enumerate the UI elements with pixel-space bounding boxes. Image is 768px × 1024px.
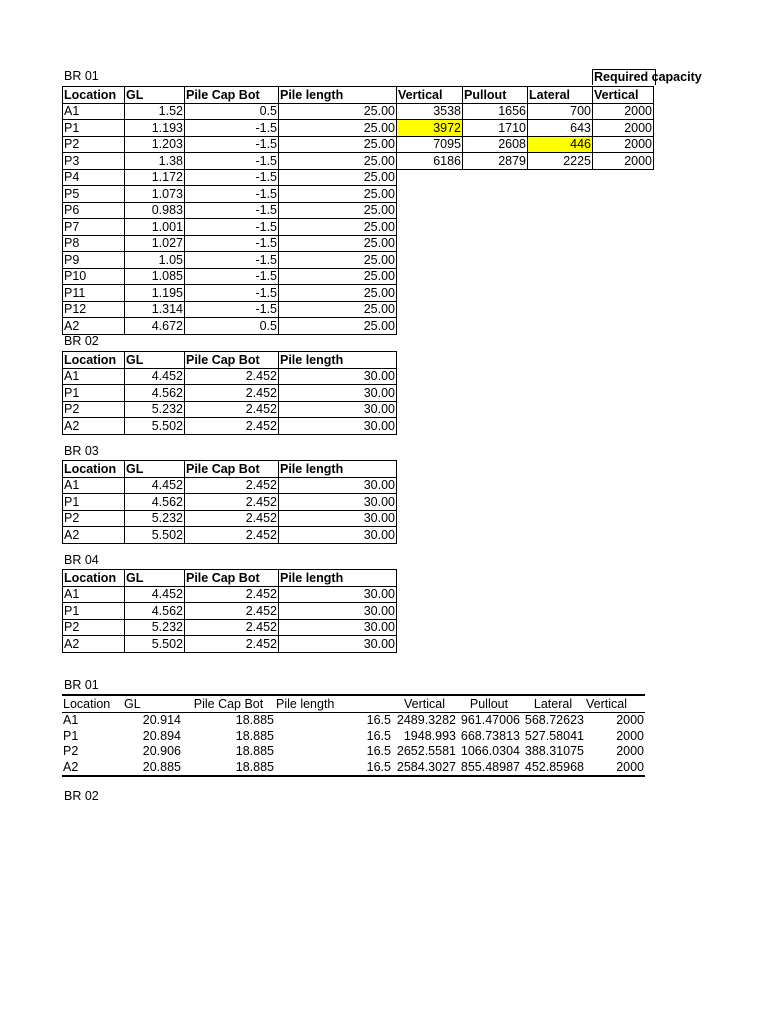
cell: 668.73813: [460, 728, 520, 743]
table-row: [62, 744, 645, 760]
cell: P2: [63, 619, 125, 636]
header-pile-length: Pile length: [279, 87, 397, 104]
cell: 4.562: [125, 385, 185, 402]
table-header-row: [63, 461, 397, 478]
header-pullout: Pullout: [463, 87, 528, 104]
cell: 25.00: [279, 103, 397, 120]
table-row: [63, 136, 654, 153]
header-location: Location: [63, 570, 125, 587]
cell: P5: [63, 186, 125, 203]
cell: P7: [63, 219, 125, 236]
cell: 2652.5581: [396, 744, 456, 759]
cell: A1: [63, 586, 125, 603]
cell: A1: [63, 713, 79, 728]
header-pile-cap-bot: Pile Cap Bot: [185, 352, 279, 369]
cell: -1.5: [185, 268, 279, 285]
header-gl: GL: [125, 352, 185, 369]
cell: 2000: [593, 103, 654, 120]
cell: 2.452: [185, 477, 279, 494]
cell: P12: [63, 301, 125, 318]
cell: 568.72623: [524, 713, 584, 728]
table-row: [63, 603, 397, 620]
cell: 18.885: [235, 744, 274, 759]
cell: 961.47006: [460, 713, 520, 728]
header-pile-length: Pile length: [279, 352, 397, 369]
cell: A1: [63, 368, 125, 385]
header-vertical: Vertical: [392, 695, 457, 712]
cell: 20.885: [142, 759, 181, 774]
br02-table: [62, 351, 397, 435]
cell: 30.00: [279, 477, 397, 494]
cell: -1.5: [185, 153, 279, 170]
cell: 30.00: [279, 586, 397, 603]
header-location: Location: [63, 461, 125, 478]
cell: P6: [63, 202, 125, 219]
cell: -1.5: [185, 219, 279, 236]
cell: 2000: [616, 713, 644, 728]
cell: 643: [528, 120, 593, 137]
cell: 527.58041: [524, 728, 584, 743]
cell: 2.452: [185, 401, 279, 418]
cell: -1.5: [185, 136, 279, 153]
cell: 1.027: [125, 235, 185, 252]
table-row: [63, 186, 654, 203]
table-row: [63, 103, 654, 120]
cell: 25.00: [279, 268, 397, 285]
cell: P1: [63, 494, 125, 511]
cell: P4: [63, 169, 125, 186]
cell: 1.172: [125, 169, 185, 186]
cell: 2608: [463, 136, 528, 153]
cell: A2: [63, 418, 125, 435]
cell: 25.00: [279, 120, 397, 137]
cell: 1.195: [125, 285, 185, 302]
cell: 1.203: [125, 136, 185, 153]
table-header-row: [62, 695, 645, 712]
cell: 2.452: [185, 494, 279, 511]
cell: P1: [63, 728, 79, 743]
cell: 18.885: [235, 713, 274, 728]
highlighted-cell: 3972: [397, 120, 463, 137]
cell: 0.983: [125, 202, 185, 219]
cell: 20.914: [142, 713, 181, 728]
cell: 5.232: [125, 510, 185, 527]
cell: 5.232: [125, 401, 185, 418]
highlighted-cell: 446: [528, 136, 593, 153]
cell: 30.00: [279, 603, 397, 620]
cell: 30.00: [279, 401, 397, 418]
cell: P2: [63, 744, 79, 759]
header-pile-cap-bot: Pile Cap Bot: [182, 695, 275, 712]
br01-second-table: [62, 694, 645, 777]
header-vertical: Vertical: [397, 87, 463, 104]
header-required-vertical: Vertical: [593, 87, 654, 104]
cell: P9: [63, 252, 125, 269]
header-pile-length: Pile length: [279, 570, 397, 587]
table-row: [63, 477, 397, 494]
cell: 30.00: [279, 385, 397, 402]
cell: 4.452: [125, 477, 185, 494]
cell: 25.00: [279, 235, 397, 252]
cell: 16.5: [366, 728, 391, 743]
cell: 0.5: [185, 103, 279, 120]
table-row: [63, 619, 397, 636]
table-row: [63, 202, 654, 219]
table-row: [63, 527, 397, 544]
cell: 2489.3282: [396, 713, 456, 728]
br01-second-title: BR 01: [64, 678, 99, 692]
cell: A1: [63, 103, 125, 120]
cell: 25.00: [279, 252, 397, 269]
table-header-row: [63, 352, 397, 369]
cell: 452.85968: [524, 759, 584, 774]
cell: P3: [63, 153, 125, 170]
cell: 4.562: [125, 603, 185, 620]
table-header-row: [63, 87, 654, 104]
table-row: [63, 219, 654, 236]
cell: 2.452: [185, 385, 279, 402]
cell: 4.562: [125, 494, 185, 511]
cell: 2000: [593, 120, 654, 137]
cell: A2: [63, 636, 125, 653]
cell: 700: [528, 103, 593, 120]
cell: 25.00: [279, 285, 397, 302]
cell: 2.452: [185, 603, 279, 620]
header-pile-cap-bot: Pile Cap Bot: [185, 461, 279, 478]
cell: 30.00: [279, 368, 397, 385]
cell: 2.452: [185, 619, 279, 636]
cell: -1.5: [185, 120, 279, 137]
cell: 16.5: [366, 759, 391, 774]
cell: P2: [63, 401, 125, 418]
cell: 3538: [397, 103, 463, 120]
cell: 1.085: [125, 268, 185, 285]
br04-title: BR 04: [64, 553, 99, 567]
header-required-vertical: Vertical: [585, 695, 645, 712]
cell: 30.00: [279, 494, 397, 511]
cell: 2.452: [185, 527, 279, 544]
cell: P11: [63, 285, 125, 302]
table-row: [63, 418, 397, 435]
cell: 5.502: [125, 636, 185, 653]
cell: 30.00: [279, 636, 397, 653]
br01-title: BR 01: [64, 69, 99, 83]
br02-title: BR 02: [64, 334, 99, 348]
cell: -1.5: [185, 301, 279, 318]
cell: 30.00: [279, 527, 397, 544]
header-pile-length: Pile length: [275, 695, 392, 712]
cell: -1.5: [185, 169, 279, 186]
table-row: [63, 510, 397, 527]
cell: 25.00: [279, 153, 397, 170]
cell: 25.00: [279, 318, 397, 335]
cell: 4.452: [125, 586, 185, 603]
cell: P1: [63, 603, 125, 620]
cell: 1.38: [125, 153, 185, 170]
cell: 1.52: [125, 103, 185, 120]
cell: 18.885: [235, 728, 274, 743]
header-gl: GL: [125, 461, 185, 478]
cell: A1: [63, 477, 125, 494]
table-row: [63, 586, 397, 603]
cell: P2: [63, 510, 125, 527]
cell: 25.00: [279, 219, 397, 236]
header-lateral: Lateral: [528, 87, 593, 104]
cell: 2.452: [185, 636, 279, 653]
table-row: [63, 268, 654, 285]
cell: 2.452: [185, 510, 279, 527]
cell: A2: [63, 527, 125, 544]
required-capacity-header: Required capacity: [594, 70, 702, 84]
br03-title: BR 03: [64, 444, 99, 458]
cell: 25.00: [279, 202, 397, 219]
cell: 1.314: [125, 301, 185, 318]
cell: 2.452: [185, 586, 279, 603]
cell: 5.502: [125, 527, 185, 544]
cell: 2000: [593, 153, 654, 170]
header-location: Location: [62, 695, 123, 712]
table-row: [62, 728, 645, 744]
cell: 2.452: [185, 418, 279, 435]
br03-table: [62, 460, 397, 544]
cell: 1066.0304: [460, 744, 520, 759]
cell: P8: [63, 235, 125, 252]
br02-second-title: BR 02: [64, 789, 99, 803]
table-row: [63, 368, 397, 385]
table-row: [63, 120, 654, 137]
cell: 25.00: [279, 136, 397, 153]
table-row: [63, 153, 654, 170]
cell: A2: [63, 759, 79, 774]
cell: 1.001: [125, 219, 185, 236]
cell: 2584.3027: [396, 759, 456, 774]
table-row: [63, 318, 654, 335]
table-row: [63, 494, 397, 511]
cell: -1.5: [185, 285, 279, 302]
table-row: [63, 285, 654, 302]
cell: 20.906: [142, 744, 181, 759]
cell: 2000: [616, 728, 644, 743]
table-row: [62, 759, 645, 776]
cell: 2225: [528, 153, 593, 170]
cell: -1.5: [185, 235, 279, 252]
header-lateral: Lateral: [521, 695, 585, 712]
header-gl: GL: [125, 87, 185, 104]
cell: P10: [63, 268, 125, 285]
cell: A2: [63, 318, 125, 335]
cell: 2000: [616, 759, 644, 774]
header-gl: GL: [123, 695, 182, 712]
cell: 2879: [463, 153, 528, 170]
table-row: [63, 301, 654, 318]
cell: 18.885: [235, 759, 274, 774]
table-row: [63, 401, 397, 418]
cell: 25.00: [279, 169, 397, 186]
cell: P1: [63, 120, 125, 137]
cell: 25.00: [279, 301, 397, 318]
cell: 25.00: [279, 186, 397, 203]
cell: 1.073: [125, 186, 185, 203]
cell: 5.232: [125, 619, 185, 636]
cell: 0.5: [185, 318, 279, 335]
cell: 6186: [397, 153, 463, 170]
cell: -1.5: [185, 202, 279, 219]
table-row: [62, 712, 645, 728]
cell: 30.00: [279, 510, 397, 527]
cell: 1656: [463, 103, 528, 120]
header-location: Location: [63, 352, 125, 369]
cell: -1.5: [185, 252, 279, 269]
br01-table: [62, 86, 654, 335]
br04-table: [62, 569, 397, 653]
table-row: [63, 169, 654, 186]
header-location: Location: [63, 87, 125, 104]
cell: 20.894: [142, 728, 181, 743]
table-row: [63, 252, 654, 269]
header-pile-cap-bot: Pile Cap Bot: [185, 570, 279, 587]
table-row: [63, 636, 397, 653]
cell: 388.31075: [524, 744, 584, 759]
cell: 4.452: [125, 368, 185, 385]
cell: 1710: [463, 120, 528, 137]
cell: 1.05: [125, 252, 185, 269]
cell: 16.5: [366, 744, 391, 759]
cell: -1.5: [185, 186, 279, 203]
header-pile-length: Pile length: [279, 461, 397, 478]
cell: P1: [63, 385, 125, 402]
cell: 30.00: [279, 619, 397, 636]
header-pile-cap-bot: Pile Cap Bot: [185, 87, 279, 104]
cell: 1948.993: [403, 728, 456, 743]
cell: 7095: [397, 136, 463, 153]
cell: 30.00: [279, 418, 397, 435]
cell: P2: [63, 136, 125, 153]
cell: 2000: [593, 136, 654, 153]
cell: 1.193: [125, 120, 185, 137]
cell: 4.672: [125, 318, 185, 335]
header-gl: GL: [125, 570, 185, 587]
table-row: [63, 385, 397, 402]
cell: 855.48987: [460, 759, 520, 774]
cell: 5.502: [125, 418, 185, 435]
table-row: [63, 235, 654, 252]
cell: 2.452: [185, 368, 279, 385]
header-pullout: Pullout: [457, 695, 521, 712]
cell: 16.5: [366, 713, 391, 728]
cell: 2000: [616, 744, 644, 759]
table-header-row: [63, 570, 397, 587]
